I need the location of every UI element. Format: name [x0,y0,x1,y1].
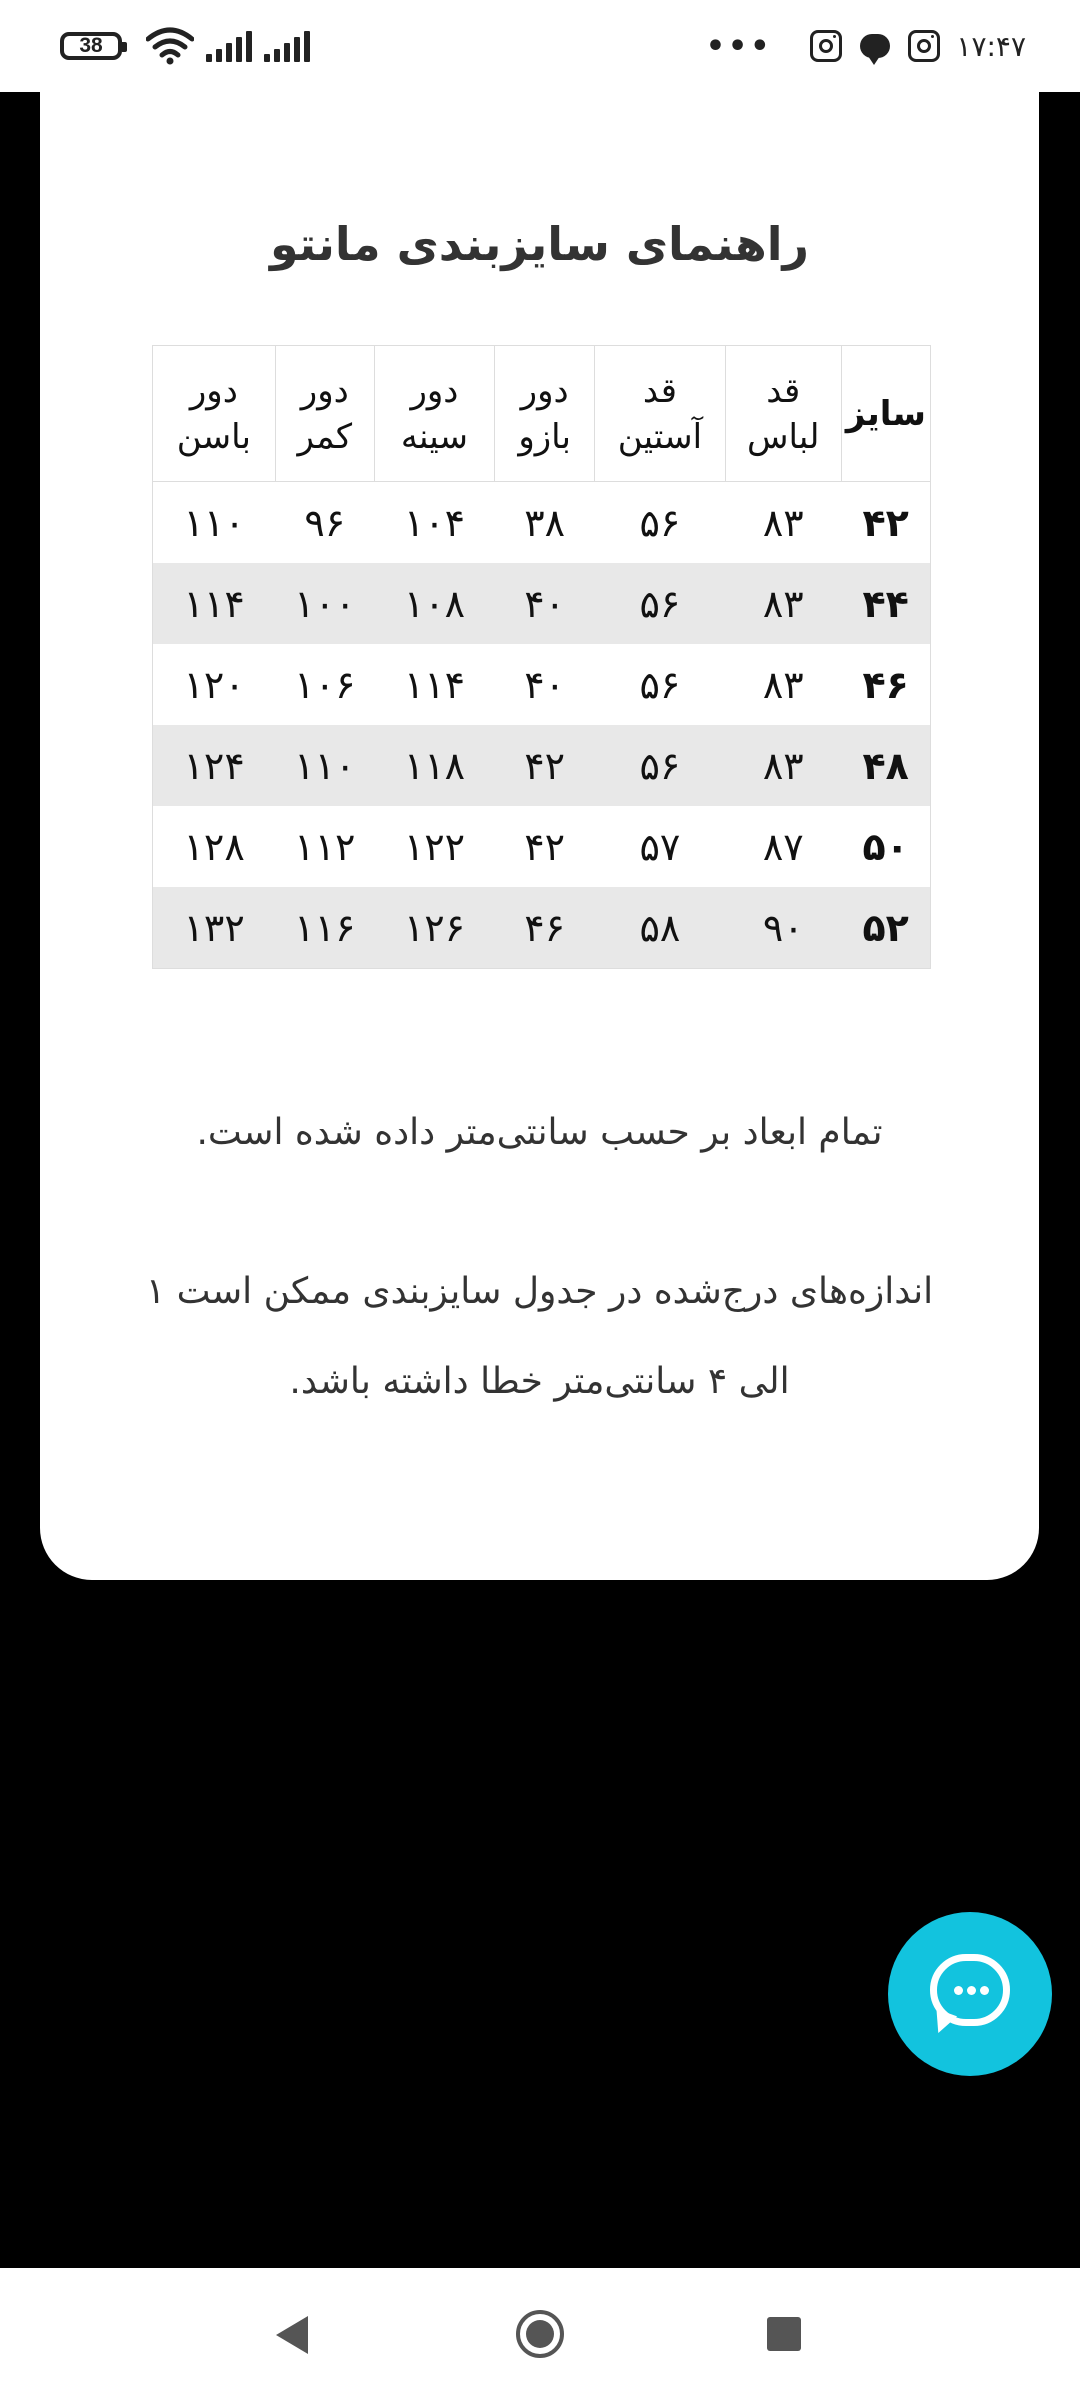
measure-cell: ۱۱۴ [153,563,276,644]
status-bar [0,0,1080,92]
column-header: دور باسن [153,346,276,482]
measure-cell: ۱۱۲ [294,824,356,869]
column-header: دور سینه [374,346,494,482]
column-header: قد آستین [595,346,725,482]
column-header: دور بازو [495,346,595,482]
measure-cell: ۱۲۸ [183,824,245,869]
measure-cell: ۳۸ [524,500,566,545]
size-cell: ۵۰ [862,824,909,869]
table-row [153,806,931,887]
measure-cell: ۵۶ [595,563,725,644]
measure-cell: ۵۶ [639,500,681,545]
measure-cell: ۱۱۶ [275,887,374,969]
measure-cell: ۱۰۸ [374,563,494,644]
measure-cell: ۱۱۰ [183,500,245,545]
home-icon[interactable] [516,2310,564,2358]
measure-cell: ۱۰۴ [403,500,466,545]
table-row [153,644,931,725]
battery-level: 38 [79,34,103,57]
tolerance-note: اندازه‌های درج‌شده در جدول سایزبندی ممکن است ۱ الی ۴ سانتی‌متر خطا داشته باشد. [145,1271,934,1402]
measure-cell: ۱۱۰ [275,725,374,806]
measure-cell: ۱۳۲ [153,887,276,969]
page-title: راهنمای سایزبندی مانتو [269,217,810,271]
column-header: سایز [841,346,930,482]
measure-cell: ۱۲۴ [153,725,276,806]
measure-cell: ۸۳ [762,500,804,545]
chat-dot [954,1986,963,1995]
signal-icon-2 [264,30,314,62]
signal-icon [206,30,256,62]
back-icon[interactable] [276,2316,308,2354]
measure-cell: ۱۲۲ [403,824,466,869]
measure-cell: ۹۶ [304,500,346,545]
navigation-bar [0,2268,1080,2400]
measure-cell: ۱۱۴ [403,662,466,707]
clock: ۱۷:۴۷ [956,29,1026,63]
table-row [153,887,931,969]
size-cell: ۴۶ [862,662,909,707]
instagram-icon-2 [908,30,940,62]
measure-cell: ۱۱۸ [374,725,494,806]
size-table [152,345,931,969]
measure-cell: ۱۲۰ [183,662,245,707]
measure-cell: ۴۶ [495,887,595,969]
size-cell: ۴۴ [841,563,930,644]
more-notifications-indicator: ••• [705,28,773,64]
measure-cell: ۹۰ [725,887,841,969]
measure-cell: ۵۶ [595,725,725,806]
size-cell: ۴۲ [862,500,909,545]
wifi-icon [146,27,194,65]
measure-cell: ۴۲ [524,824,566,869]
measure-cell: ۴۰ [495,563,595,644]
measure-cell: ۵۶ [639,662,681,707]
size-guide-card [40,92,1039,1580]
measure-cell: ۸۷ [762,824,804,869]
table-row [153,725,931,806]
measure-cell: ۵۷ [639,824,681,869]
measure-cell: ۸۳ [762,662,804,707]
column-header: قد لباس [725,346,841,482]
units-note: تمام ابعاد بر حسب سانتی‌متر داده شده است. [196,1112,883,1153]
chat-dot [967,1986,976,1995]
size-cell: ۵۲ [841,887,930,969]
battery-icon [60,32,122,60]
recents-icon[interactable] [767,2317,801,2351]
size-cell: ۴۸ [841,725,930,806]
measure-cell: ۱۲۶ [374,887,494,969]
measure-cell: ۸۳ [725,725,841,806]
table-header-row [153,346,931,482]
measure-cell: ۴۲ [495,725,595,806]
table-row [153,482,931,564]
chat-notification-icon [860,34,890,58]
measure-cell: ۸۳ [725,563,841,644]
table-row [153,563,931,644]
column-header: دور کمر [275,346,374,482]
measure-cell: ۵۸ [595,887,725,969]
measure-cell: ۴۰ [524,662,566,707]
instagram-icon [810,30,842,62]
measure-cell: ۱۰۰ [275,563,374,644]
chat-dot [980,1986,989,1995]
chat-button[interactable] [888,1912,1052,2076]
measure-cell: ۱۰۶ [294,662,356,707]
